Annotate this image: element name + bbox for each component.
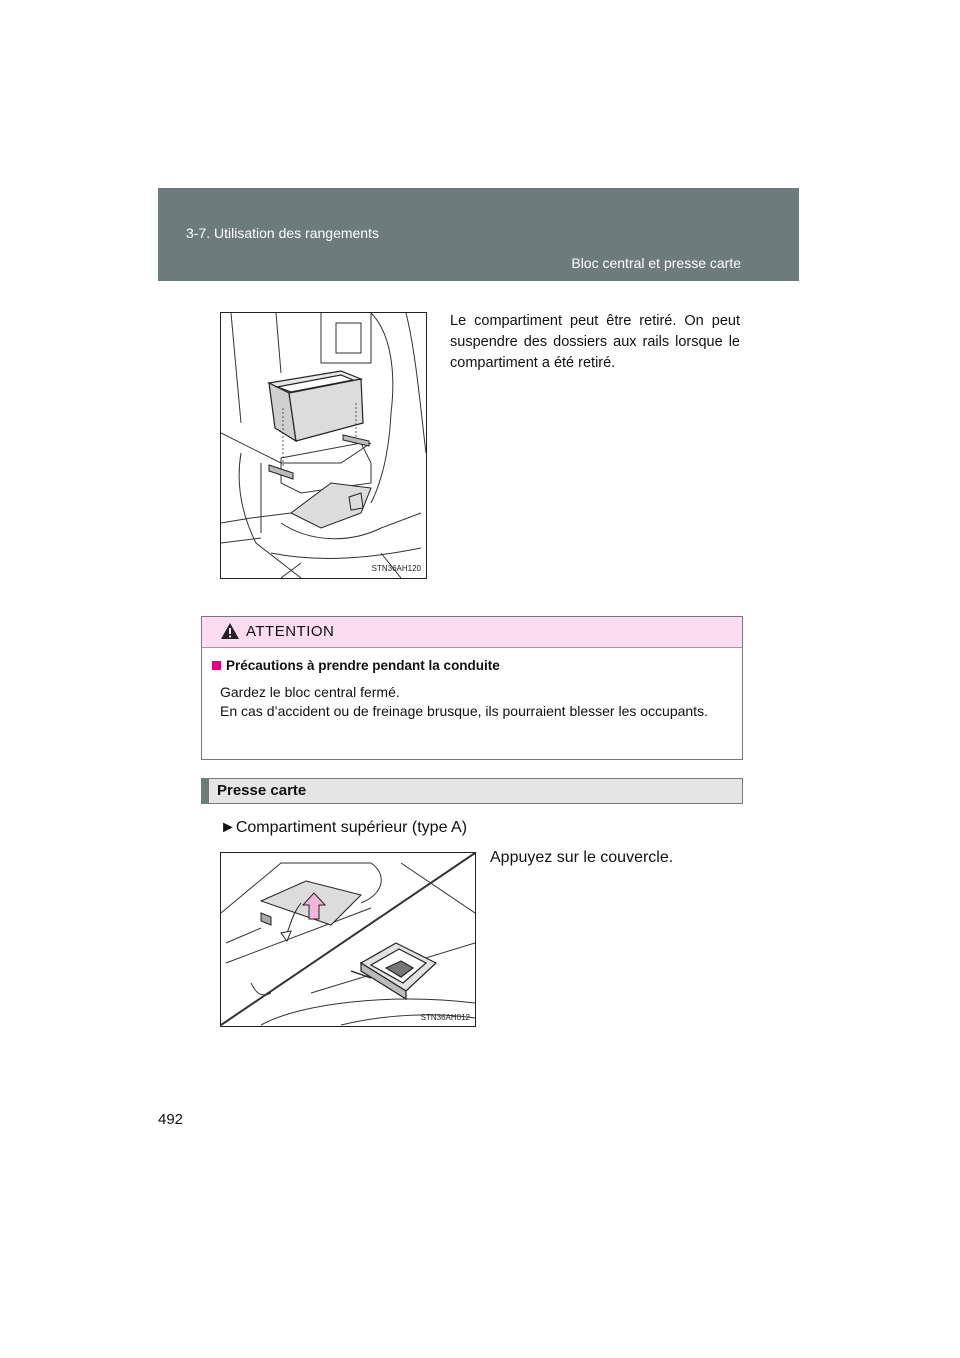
attention-line: En cas d’accident ou de freinage brusque, ils pourraient blesser les occupants. [220, 703, 708, 719]
attention-header [202, 617, 742, 648]
attention-body [220, 683, 734, 721]
paragraph-press-lid: Appuyez sur le couvercle. [490, 849, 674, 866]
precaution-heading [212, 658, 500, 673]
section-heading-bar [201, 778, 743, 804]
section-title: Presse carte [217, 782, 307, 799]
warning-triangle-icon [220, 622, 240, 640]
section-accent [202, 779, 209, 803]
overhead-holder-illustration [221, 853, 475, 1026]
figure-overhead-holder [220, 852, 476, 1027]
attention-title: ATTENTION [246, 623, 335, 640]
precaution-heading-text: Précautions à prendre pendant la conduite [226, 658, 500, 673]
console-illustration [221, 313, 426, 578]
figure-code: STN36AH120 [371, 564, 421, 573]
page-topic: Bloc central et presse carte [571, 255, 741, 271]
page-number: 492 [158, 1111, 184, 1128]
figure-code: STN36AH012 [420, 1013, 470, 1022]
section-label: 3-7. Utilisation des rangements [186, 225, 379, 241]
bullet-square-icon [212, 661, 221, 670]
paragraph-compartment-removal: Le compartiment peut être retiré. On peut suspendre des dossiers aux rails lorsque le compartiment a été retiré. [450, 313, 740, 371]
attention-box [201, 616, 743, 760]
subitem-heading: ►Compartiment supérieur (type A) [220, 819, 468, 836]
figure-console-compartment [220, 312, 427, 579]
attention-line: Gardez le bloc central fermé. [220, 684, 400, 700]
